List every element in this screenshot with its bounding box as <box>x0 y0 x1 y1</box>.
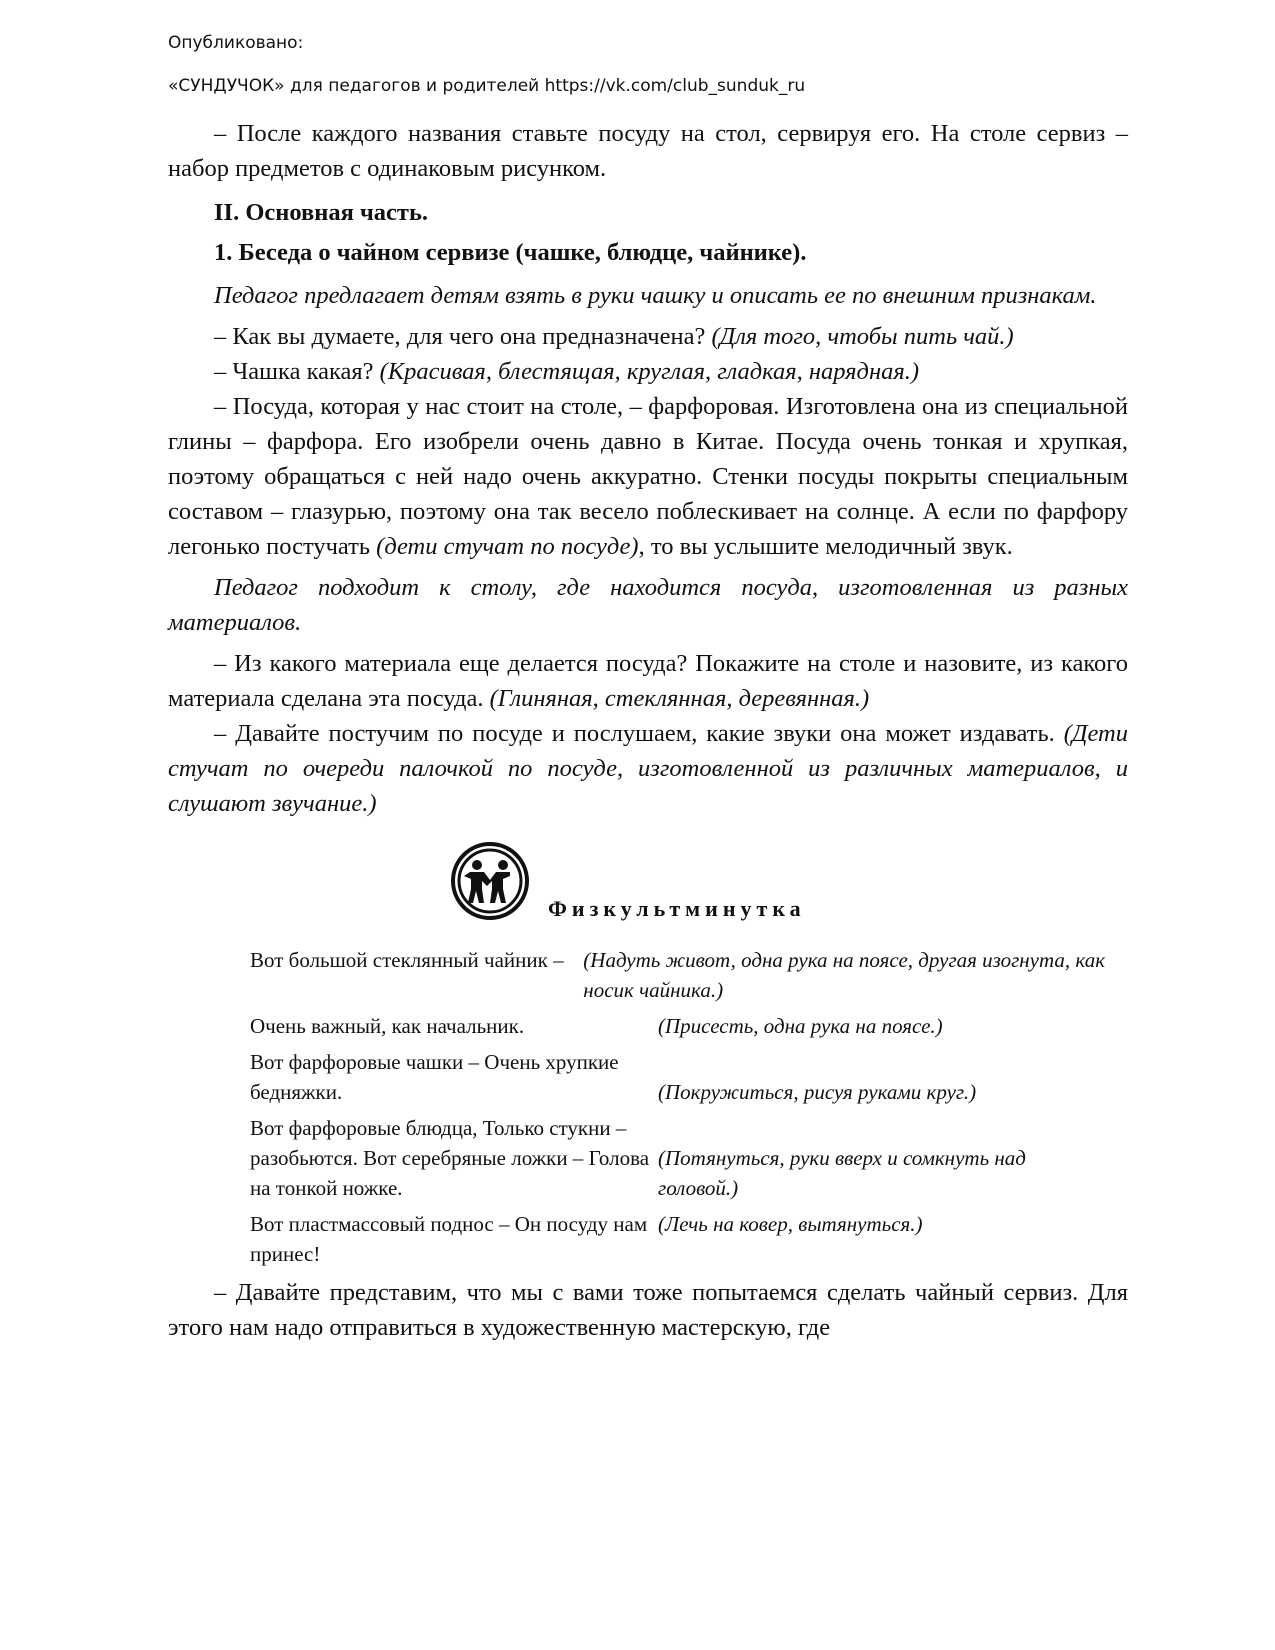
text-segment: Вот большой стеклянный чайник – <box>250 948 564 972</box>
text-segment: Вот фарфоровые блюдца, Только стукни – разобьются. Вот серебряные ложки – Голова на тонкой ножке. <box>250 1116 650 1200</box>
text-segment: (Для того, чтобы пить чай.) <box>711 323 1014 350</box>
text-segment: Очень важный, как начальник. <box>250 1014 525 1038</box>
text-segment: (Потянуться, руки вверх и сомкнуть над головой.) <box>658 1146 1026 1200</box>
subsection-heading: 1. Беседа о чайном сервизе (чашке, блюдце, чайнике). <box>214 239 807 266</box>
text-block <box>168 716 1128 821</box>
poem-row <box>250 1209 1128 1269</box>
children-holding-hands-icon <box>450 841 530 921</box>
poem-row <box>250 1113 1128 1203</box>
text-block <box>168 319 1128 354</box>
text-block <box>168 354 1128 389</box>
text-segment: – Как вы думаете, для чего она предназначена? <box>214 323 706 350</box>
text-block <box>168 646 1128 716</box>
text-segment: (Покружиться, рисуя руками круг.) <box>658 1080 977 1104</box>
source-line: «СУНДУЧОК» для педагогов и родителей https://vk.com/club_sunduk_ru <box>168 76 806 96</box>
teacher-note: Педагог подходит к столу, где находится посуда, изготовленная из разных материалов. <box>168 574 1128 636</box>
paragraph <box>168 1275 1128 1345</box>
poem-row <box>250 1047 1128 1107</box>
text-segment: – Давайте постучим по посуде и послушаем, какие звуки она может издавать. <box>214 720 1055 747</box>
text-block <box>168 278 1128 313</box>
text-segment: Вот пластмассовый поднос – Он посуду нам принес! <box>250 1212 648 1266</box>
paragraph <box>168 116 1128 186</box>
text-segment: (Надуть живот, одна рука на поясе, другая изогнута, как носик чайника.) <box>583 948 1106 1002</box>
text-segment: – Давайте представим, что мы с вами тоже попытаемся сделать чайный сервиз. Для этого нам надо отправиться в художественную мастерскую, где <box>168 1279 1128 1341</box>
poem-row <box>250 945 1128 1005</box>
text-segment: (Глиняная, стеклянная, деревянная.) <box>489 685 870 712</box>
poem <box>250 945 1128 1269</box>
text-block <box>168 570 1128 640</box>
text-segment: (Красивая, блестящая, круглая, гладкая, нарядная.) <box>379 358 920 385</box>
text-segment: – Из какого материала еще делается посуда? Покажите на столе и назовите, из какого материала сделана эта посуда. <box>168 650 1128 712</box>
exercise-title: Физкультминутка <box>548 896 806 921</box>
text-segment: (Лечь на ковер, вытянуться.) <box>658 1212 923 1236</box>
text-segment: (Дети стучат по очереди палочкой по посуде, изготовленной из различных материалов, и слушают звучание.) <box>168 720 1128 817</box>
text-segment: (Присесть, одна рука на поясе.) <box>658 1014 943 1038</box>
poem-row <box>250 1011 1128 1041</box>
text-block <box>168 389 1128 564</box>
text-segment: Вот фарфоровые чашки – Очень хрупкие бедняжки. <box>250 1050 619 1104</box>
text-segment: – После каждого названия ставьте посуду на стол, сервируя его. На столе сервиз – набор предметов с одинаковым рисунком. <box>168 120 1128 182</box>
section-heading: II. Основная часть. <box>214 199 429 226</box>
text-segment: – Чашка какая? <box>214 358 374 385</box>
teacher-note: Педагог предлагает детям взять в руки чашку и описать ее по внешним признакам. <box>214 282 1097 309</box>
text-segment: – Посуда, которая у нас стоит на столе, – фарфоровая. Изготовлена она из специальной глины – фарфора. Его изобрели очень давно в Китае. Посуда очень тонкая и хрупкая, поэтому обращаться с ней надо очень аккуратно. Стенки посуды покрыты специальным составом – глазурью, поэтому она так весело поблескивает на солнце. А если по фарфору легонько постучать <box>168 393 1128 560</box>
text-segment: , то вы услышите мелодичный звук. <box>638 533 1013 560</box>
exercise-break-header <box>168 835 1128 945</box>
published-label: Опубликовано: <box>168 33 304 53</box>
text-segment: (дети стучат по посуде) <box>376 533 639 560</box>
